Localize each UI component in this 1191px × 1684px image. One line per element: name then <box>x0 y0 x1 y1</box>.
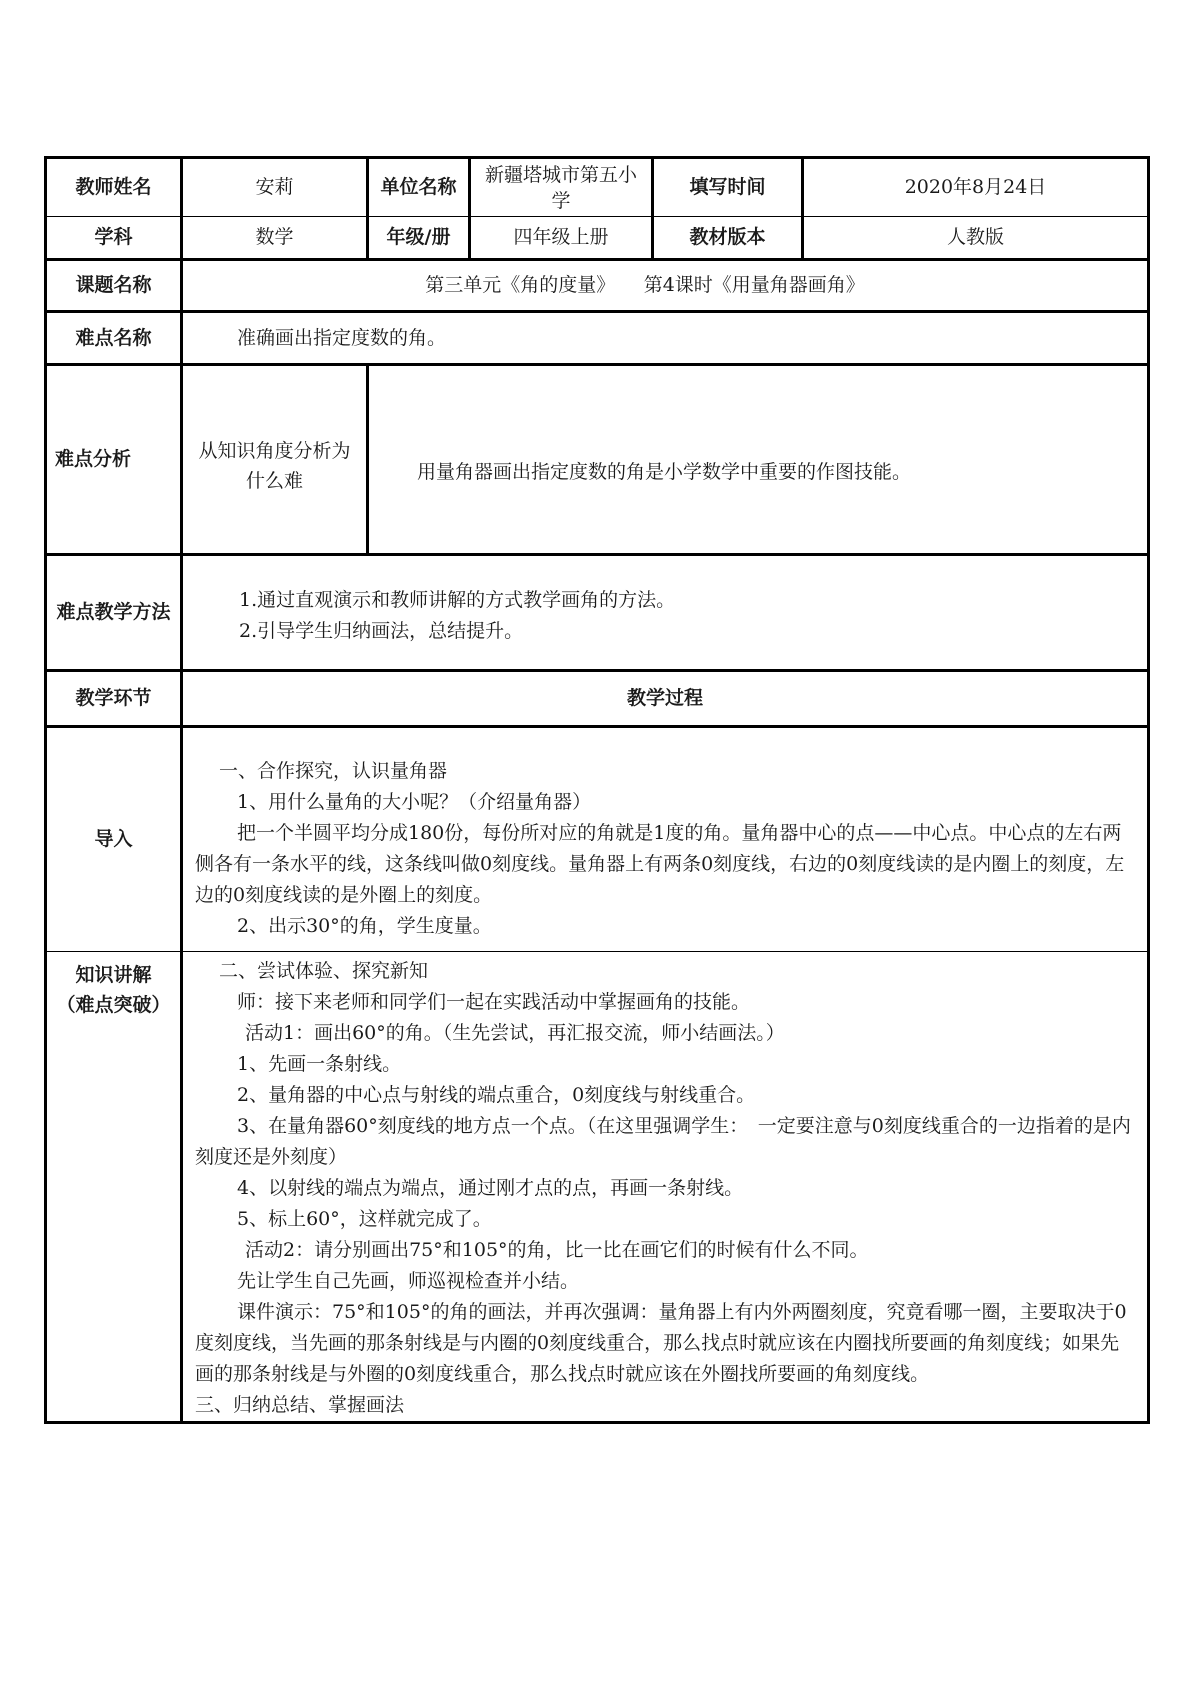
fill-date-label: 填写时间 <box>653 158 803 217</box>
method-label: 难点教学方法 <box>46 555 182 671</box>
intro-paragraph: 把一个半圆平均分成180份，每份所对应的角就是1度的角。量角器中心的点——中心点。中心点的左右两侧各有一条水平的线，这条线叫做0刻度线。量角器上有两条0刻度线，右边的0刻度线读的是内圈上的刻度，左边的0刻度线读的是外圈上的刻度。 <box>195 822 1125 906</box>
lesson-plan-page <box>44 156 1147 1424</box>
explain-label-line-2: （难点突破） <box>56 994 171 1016</box>
explain-line-10: 先让学生自己先画，师巡视检查并小结。 <box>237 1270 580 1292</box>
fill-date-value: 2020年8月24日 <box>803 158 1149 217</box>
subject-label: 学科 <box>46 217 182 260</box>
explain-label <box>46 952 182 1423</box>
explain-line-7: 4、以射线的端点为端点，通过刚才点的点，再画一条射线。 <box>237 1177 744 1199</box>
explain-line-6: 3、在量角器60°刻度线的地方点一个点。（在这里强调学生： 一定要注意与0刻度线重合的一边指着的是内刻度还是外刻度） <box>195 1115 1131 1168</box>
unit-name-label: 单位名称 <box>368 158 470 217</box>
teacher-name-value: 安莉 <box>182 158 368 217</box>
difficulty-value: 准确画出指定度数的角。 <box>182 312 1149 365</box>
explain-content <box>182 952 1149 1423</box>
explain-line-8: 5、标上60°，这样就完成了。 <box>237 1208 492 1230</box>
intro-line-2: 1、用什么量角的大小呢？（介绍量角器） <box>237 791 592 813</box>
explain-line-5: 2、量角器的中心点与射线的端点重合，0刻度线与射线重合。 <box>237 1084 756 1106</box>
intro-line-1: 一、合作探究，认识量角器 <box>219 760 448 782</box>
intro-line-4: 2、出示30°的角，学生度量。 <box>237 915 492 937</box>
difficulty-label: 难点名称 <box>46 312 182 365</box>
method-content <box>182 555 1149 671</box>
analysis-label: 难点分析 <box>46 365 182 555</box>
teacher-name-label: 教师姓名 <box>46 158 182 217</box>
explain-label-line-1: 知识讲解 <box>75 964 152 986</box>
lesson-plan-table <box>44 156 1150 1424</box>
topic-value: 第三单元《角的度量》 第4课时《用量角器画角》 <box>182 260 1149 312</box>
explain-paragraph: 课件演示：75°和105°的角的画法，并再次强调：量角器上有内外两圈刻度，究竟看哪一圈，主要取决于0度刻度线，当先画的那条射线是与内圈的0刻度线重合，那么找点时就应该在内圈找所要画的角刻度线；如果先画的那条射线是与外圈的0刻度线重合，那么找点时就应该在外圈找所要画的角刻度线。 <box>195 1301 1127 1385</box>
explain-line-12: 三、归纳总结、掌握画法 <box>195 1394 405 1416</box>
method-line-2: 2.引导学生归纳画法，总结提升。 <box>239 619 524 642</box>
grade-label: 年级/册 <box>368 217 470 260</box>
explain-line-4: 1、先画一条射线。 <box>237 1053 402 1075</box>
topic-label: 课题名称 <box>46 260 182 312</box>
intro-label: 导入 <box>46 727 182 952</box>
subject-value: 数学 <box>182 217 368 260</box>
explain-line-1: 二、尝试体验、探究新知 <box>219 960 429 982</box>
process-header-value: 教学过程 <box>182 671 1149 727</box>
explain-line-3: 活动1：画出60°的角。（生先尝试，再汇报交流，师小结画法。） <box>245 1022 785 1044</box>
edition-label: 教材版本 <box>653 217 803 260</box>
intro-content <box>182 727 1149 952</box>
unit-name-value: 新疆塔城市第五小学 <box>470 158 653 217</box>
process-stage-label: 教学环节 <box>46 671 182 727</box>
explain-line-9: 活动2：请分别画出75°和105°的角，比一比在画它们的时候有什么不同。 <box>245 1239 869 1261</box>
analysis-sub-label: 从知识角度分析为什么难 <box>182 365 368 555</box>
explain-line-2: 师：接下来老师和同学们一起在实践活动中掌握画角的技能。 <box>237 991 751 1013</box>
analysis-value: 用量角器画出指定度数的角是小学数学中重要的作图技能。 <box>368 365 1149 555</box>
grade-value: 四年级上册 <box>470 217 653 260</box>
edition-value: 人教版 <box>803 217 1149 260</box>
method-line-1: 1.通过直观演示和教师讲解的方式教学画角的方法。 <box>239 588 676 611</box>
